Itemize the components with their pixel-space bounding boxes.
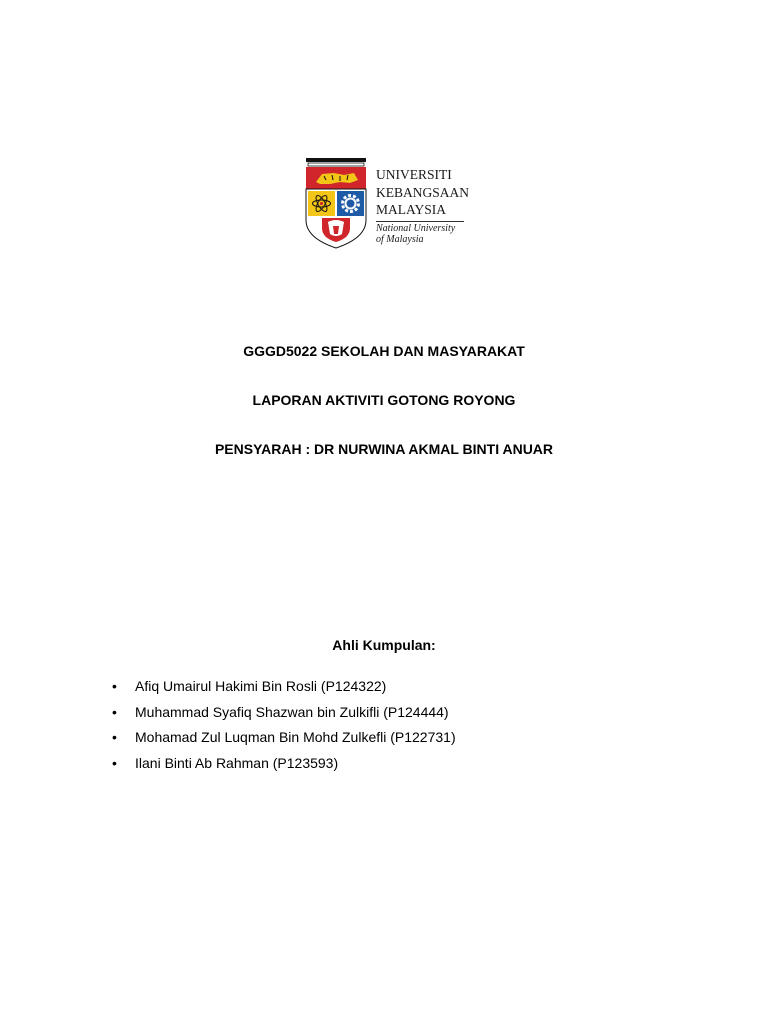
members-list xyxy=(112,677,456,779)
university-english-line-2: of Malaysia xyxy=(376,233,424,245)
member-name: Muhammad Syafiq Shazwan bin Zulkifli (P124444) xyxy=(135,703,449,720)
university-name-line-1: UNIVERSITI xyxy=(376,167,452,182)
bullet-icon: • xyxy=(112,703,117,720)
university-logo xyxy=(304,156,468,252)
member-name: Mohamad Zul Luqman Bin Mohd Zulkefli (P122731) xyxy=(135,729,456,745)
list-item xyxy=(112,677,456,703)
lecturer-line: PENSYARAH : DR NURWINA AKMAL BINTI ANUAR xyxy=(214,441,554,457)
logo-divider xyxy=(376,221,464,222)
report-title: LAPORAN AKTIVITI GOTONG ROYONG xyxy=(252,392,516,408)
bullet-icon: • xyxy=(112,678,117,694)
member-name: Afiq Umairul Hakimi Bin Rosli (P124322) xyxy=(135,678,387,694)
bullet-icon: • xyxy=(112,754,117,771)
university-english-name xyxy=(376,224,455,245)
list-item xyxy=(112,703,456,729)
university-name-line-2: KEBANGSAAN xyxy=(376,184,470,200)
list-item xyxy=(112,728,456,754)
university-english-line-1: National University xyxy=(376,223,456,234)
bullet-icon: • xyxy=(112,729,117,745)
university-name-line-3: MALAYSIA xyxy=(376,202,447,217)
list-item xyxy=(112,754,456,780)
members-heading: Ahli Kumpulan: xyxy=(332,637,436,653)
course-title: GGGD5022 SEKOLAH DAN MASYARAKAT xyxy=(243,343,525,359)
member-name: Ilani Binti Ab Rahman (P123593) xyxy=(135,754,339,771)
university-name xyxy=(376,166,469,219)
ukm-crest-icon xyxy=(304,156,368,250)
